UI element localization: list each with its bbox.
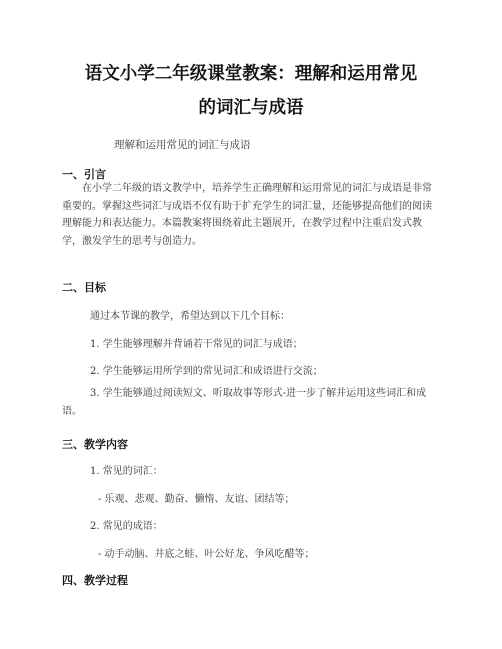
document-title-line1: 语文小学二年级课堂教案：理解和运用常见 <box>84 64 418 84</box>
goal-item-3: 3. 学生能够通过阅读短文、听取故事等形式-进一步了解并运用这些词汇和成语。 <box>62 388 427 417</box>
goals-intro: 通过本节课的教学，希望达到以下几个目标： <box>90 311 290 322</box>
content-item-2: 2. 常见的成语： <box>90 521 163 532</box>
section-heading-content: 三、教学内容 <box>62 438 128 451</box>
goal-item-1: 1. 学生能够理解并背诵若干常见的词汇与成语； <box>90 339 303 350</box>
content-item-1: 1. 常见的词汇： <box>90 466 163 477</box>
section-heading-process: 四、教学过程 <box>62 574 128 587</box>
section-heading-goals: 二、目标 <box>62 281 106 294</box>
content-item-2-detail: - 动手动脑、井底之蛙、叶公好龙、争风吃醋等； <box>98 549 315 560</box>
section-heading-intro: 一、引言 <box>62 168 106 181</box>
document-title-line2: 的词汇与成语 <box>198 98 304 118</box>
content-item-1-detail: - 乐观、悲观、勤奋、懒惰、友谊、团结等； <box>98 494 295 505</box>
intro-paragraph: 在小学二年级的语文教学中，培养学生正确理解和运用常见的词汇与成语是非常重要的。掌握这些词汇与成语不仅有助于扩充学生的词汇量，还能够提高他们的阅读理解能力和表达能力。本篇教案将围绕着此主题展开，在教学过程中注重启发式教学，激发学生的思考与创造力。 <box>62 183 432 247</box>
document-subtitle: 理解和运用常见的词汇与成语 <box>114 139 251 151</box>
goal-item-2: 2. 学生能够运用所学到的常见词汇和成语进行交流； <box>90 366 323 377</box>
